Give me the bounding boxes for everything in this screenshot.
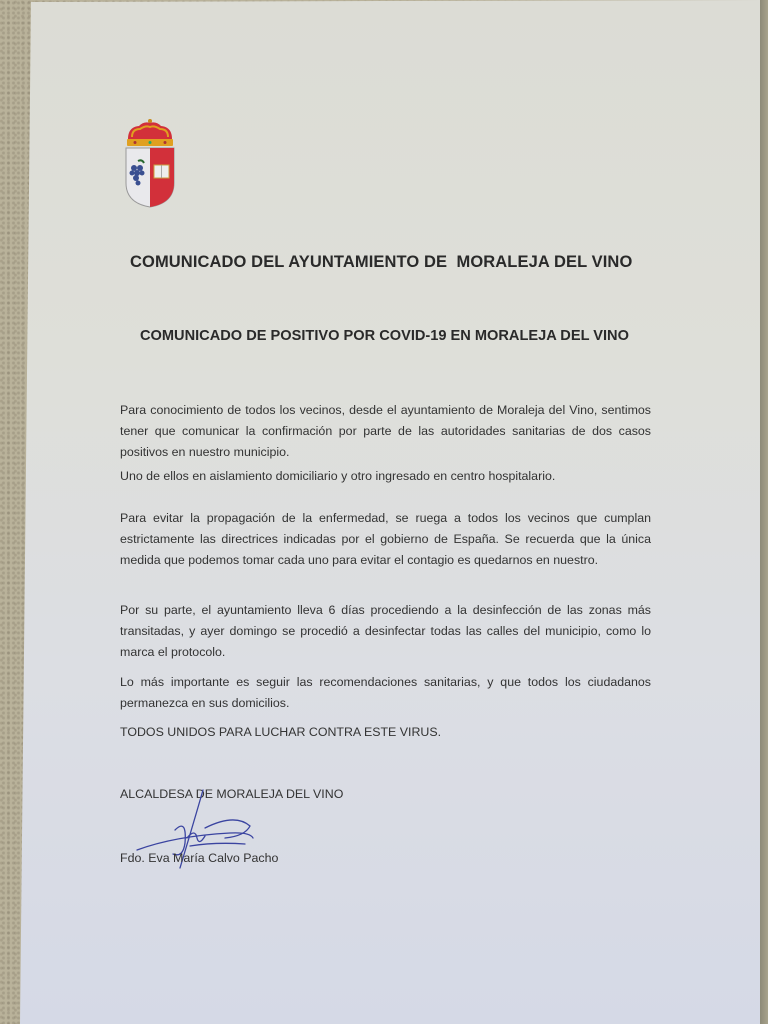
paragraph-1: Para conocimiento de todos los vecinos, desde el ayuntamiento de Moraleja del Vino, sentimos tener que comunicar la confirmación por parte de las autoridades sanitarias de dos casos positivos en nuestro municipio.	[120, 403, 651, 459]
document-heading: COMUNICADO DEL AYUNTAMIENTO DE MORALEJA DEL VINO	[130, 253, 633, 271]
paragraph-2: Uno de ellos en aislamiento domiciliario y otro ingresado en centro hospitalario.	[120, 469, 556, 483]
signatory-name: Fdo. Eva María Calvo Pacho	[120, 851, 279, 865]
paragraph-5: Lo más importante es seguir las recomendaciones sanitarias, y que todos los ciudadanos permanezca en sus domicilios.	[120, 675, 651, 710]
paragraph-4: Por su parte, el ayuntamiento lleva 6 días procediendo a la desinfección de las zonas más transitadas, y ayer domingo se procedió a desinfectar todas las calles del municipio, como lo marca el protocolo.	[120, 603, 651, 659]
paragraph-6: TODOS UNIDOS PARA LUCHAR CONTRA ESTE VIRUS.	[120, 725, 442, 739]
paper-edge-shadow	[760, 0, 768, 1024]
paragraph-3: Para evitar la propagación de la enfermedad, se ruega a todos los vecinos que cumplan estrictamente las directrices indicadas por el gobierno de España. Se recuerda que la única medida que podemos tomar cada uno para evitar el contagio es quedarnos en nuestro.	[120, 511, 651, 567]
signatory-title: ALCALDESA DE MORALEJA DEL VINO	[120, 787, 344, 801]
coat-of-arms-icon	[122, 117, 178, 209]
document-subheading: COMUNICADO DE POSITIVO POR COVID-19 EN MORALEJA DEL VINO	[140, 328, 629, 344]
